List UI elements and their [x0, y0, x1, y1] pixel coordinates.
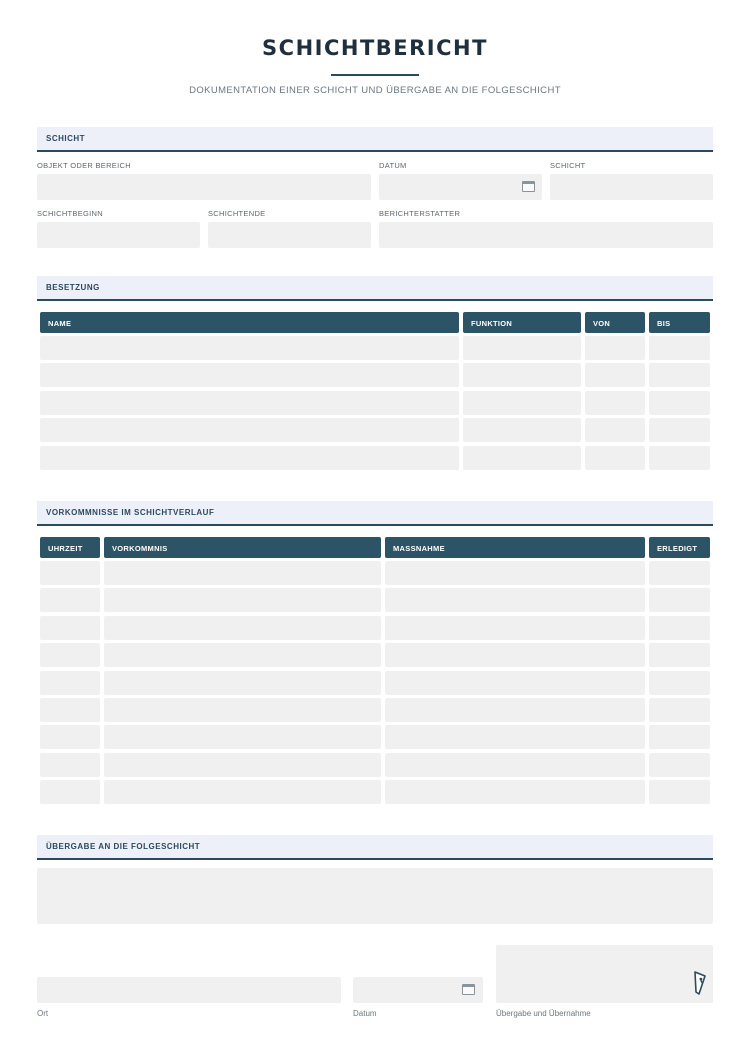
vorkommnisse-col-massnahme: MASSNAHME: [385, 537, 645, 558]
vorkommnisse-table-cell[interactable]: [385, 725, 645, 749]
datum-label: Datum: [353, 1009, 377, 1018]
vorkommnisse-table-cell[interactable]: [649, 725, 710, 749]
vorkommnisse-table-cell[interactable]: [104, 725, 381, 749]
besetzung-table-cell[interactable]: [40, 418, 459, 442]
objekt-field[interactable]: [37, 174, 371, 200]
datum-field[interactable]: [379, 174, 542, 200]
calendar-icon[interactable]: [522, 181, 535, 192]
section-vorkommnisse-header: [37, 501, 713, 526]
vorkommnisse-table-cell[interactable]: [385, 753, 645, 777]
pen-icon: [692, 970, 708, 996]
vorkommnisse-table-cell[interactable]: [649, 671, 710, 695]
schicht-field[interactable]: [550, 174, 713, 200]
besetzung-table-cell[interactable]: [649, 363, 710, 387]
vorkommnisse-col-vorkommnis: VORKOMMNIS: [104, 537, 381, 558]
vorkommnisse-table-cell[interactable]: [385, 643, 645, 667]
vorkommnisse-col-uhrzeit: UHRZEIT: [40, 537, 100, 558]
title-underline: [331, 74, 419, 76]
besetzung-col-funktion: FUNKTION: [463, 312, 581, 333]
besetzung-col-name: NAME: [40, 312, 459, 333]
vorkommnisse-table-cell[interactable]: [649, 698, 710, 722]
vorkommnisse-table-cell[interactable]: [649, 616, 710, 640]
label-datum: DATUM: [379, 161, 407, 170]
besetzung-table-cell[interactable]: [463, 446, 581, 470]
vorkommnisse-table-cell[interactable]: [104, 561, 381, 585]
section-vorkommnisse-title: VORKOMMNISSE IM SCHICHTVERLAUF: [46, 508, 215, 517]
vorkommnisse-table-cell[interactable]: [40, 753, 100, 777]
signature-field[interactable]: [496, 945, 713, 1003]
besetzung-table-cell[interactable]: [649, 418, 710, 442]
besetzung-table-cell[interactable]: [649, 391, 710, 415]
vorkommnisse-table-cell[interactable]: [104, 643, 381, 667]
vorkommnisse-table-cell[interactable]: [649, 643, 710, 667]
besetzung-table-cell[interactable]: [40, 446, 459, 470]
berichterstatter-field[interactable]: [379, 222, 713, 248]
vorkommnisse-table-cell[interactable]: [385, 616, 645, 640]
vorkommnisse-table-cell[interactable]: [104, 753, 381, 777]
label-berichterstatter: BERICHTERSTATTER: [379, 209, 461, 218]
ort-label: Ort: [37, 1009, 49, 1018]
vorkommnisse-table-cell[interactable]: [385, 780, 645, 804]
besetzung-table-cell[interactable]: [585, 418, 645, 442]
besetzung-col-bis: BIS: [649, 312, 710, 333]
section-schicht-header: [37, 127, 713, 152]
besetzung-table-cell[interactable]: [649, 446, 710, 470]
section-uebergabe-title: ÜBERGABE AN DIE FOLGESCHICHT: [46, 842, 201, 851]
vorkommnisse-table-cell[interactable]: [40, 561, 100, 585]
vorkommnisse-table-cell[interactable]: [40, 643, 100, 667]
section-uebergabe-header: [37, 835, 713, 860]
vorkommnisse-table-cell[interactable]: [385, 561, 645, 585]
uebergabe-textarea[interactable]: [37, 868, 713, 924]
vorkommnisse-table-cell[interactable]: [40, 780, 100, 804]
page-subtitle: DOKUMENTATION EINER SCHICHT UND ÜBERGABE AN DIE FOLGESCHICHT: [189, 85, 561, 96]
vorkommnisse-table-cell[interactable]: [649, 780, 710, 804]
vorkommnisse-table-cell[interactable]: [385, 588, 645, 612]
signature-label: Übergabe und Übernahme: [496, 1009, 591, 1018]
vorkommnisse-table-cell[interactable]: [40, 698, 100, 722]
section-schicht-title: SCHICHT: [46, 134, 86, 143]
vorkommnisse-table-cell[interactable]: [649, 588, 710, 612]
vorkommnisse-table-cell[interactable]: [40, 588, 100, 612]
vorkommnisse-table-cell[interactable]: [385, 698, 645, 722]
label-objekt: OBJEKT ODER BEREICH: [37, 161, 131, 170]
vorkommnisse-table-cell[interactable]: [385, 671, 645, 695]
besetzung-table-cell[interactable]: [40, 363, 459, 387]
besetzung-table-cell[interactable]: [40, 336, 459, 360]
vorkommnisse-col-erledigt: ERLEDIGT: [649, 537, 710, 558]
vorkommnisse-table-cell[interactable]: [104, 588, 381, 612]
ort-field[interactable]: [37, 977, 341, 1003]
schichtbeginn-field[interactable]: [37, 222, 200, 248]
vorkommnisse-table-cell[interactable]: [40, 671, 100, 695]
besetzung-table-cell[interactable]: [463, 391, 581, 415]
besetzung-table-cell[interactable]: [585, 391, 645, 415]
label-schichtbeginn: SCHICHTBEGINN: [37, 209, 103, 218]
vorkommnisse-table-cell[interactable]: [649, 753, 710, 777]
schichtende-field[interactable]: [208, 222, 371, 248]
besetzung-table-cell[interactable]: [463, 363, 581, 387]
besetzung-table-cell[interactable]: [585, 336, 645, 360]
section-besetzung-title: BESETZUNG: [46, 283, 100, 292]
besetzung-table-cell[interactable]: [585, 446, 645, 470]
calendar-icon[interactable]: [462, 984, 475, 995]
besetzung-table-cell[interactable]: [463, 418, 581, 442]
label-schichtende: SCHICHTENDE: [208, 209, 266, 218]
besetzung-table-cell[interactable]: [585, 363, 645, 387]
besetzung-table-cell[interactable]: [463, 336, 581, 360]
besetzung-col-von: VON: [585, 312, 645, 333]
vorkommnisse-table-cell[interactable]: [104, 780, 381, 804]
section-besetzung-header: [37, 276, 713, 301]
label-schicht: SCHICHT: [550, 161, 586, 170]
vorkommnisse-table-cell[interactable]: [40, 616, 100, 640]
vorkommnisse-table-cell[interactable]: [40, 725, 100, 749]
besetzung-table-cell[interactable]: [40, 391, 459, 415]
page-title: SCHICHTBERICHT: [262, 36, 488, 60]
vorkommnisse-table-cell[interactable]: [104, 671, 381, 695]
vorkommnisse-table-cell[interactable]: [649, 561, 710, 585]
besetzung-table-cell[interactable]: [649, 336, 710, 360]
vorkommnisse-table-cell[interactable]: [104, 616, 381, 640]
vorkommnisse-table-cell[interactable]: [104, 698, 381, 722]
